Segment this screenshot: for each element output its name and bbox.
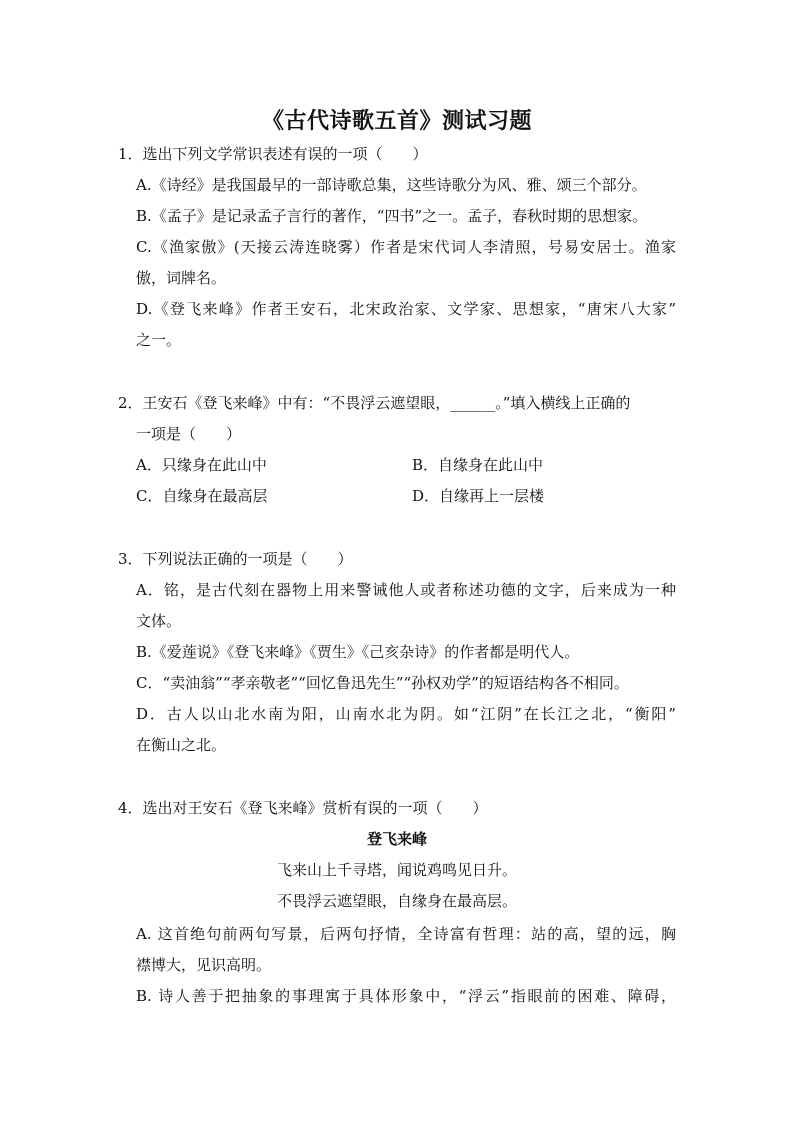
q4-option-a-line2: 襟博大，见识高明。 [136,956,272,974]
q2-stem-line1: 2．王安石《登飞来峰》中有：“不畏浮云遮望眼，______。”填入横线上正确的 [118,394,631,412]
poem-title: 登飞来峰 [366,830,427,848]
q3-option-a-line1: A．铭，是古代刻在器物上用来警诫他人或者称述功德的文字，后来成为一种 [136,581,676,599]
q1-stem: 1．选出下列文学常识表述有误的一项（ ） [118,145,428,163]
q2-stem-line2: 一项是（ ） [136,425,242,443]
q4-option-b-line1: B. 诗人善于把抽象的事理寓于具体形象中，“浮云”指眼前的困难、障碍， [136,987,676,1005]
poem-line-2: 不畏浮云遮望眼，自缘身在最高层。 [276,892,517,910]
q3-stem: 3．下列说法正确的一项是（ ） [118,550,353,568]
q1-option-d-line2: 之一。 [136,331,182,349]
q4-option-a-line1: A. 这首绝句前两句写景，后两句抒情，全诗富有哲理：站的高，望的远，胸 [136,925,676,943]
q4-stem: 4．选出对王安石《登飞来峰》赏析有误的一项（ ） [118,799,488,817]
q3-option-d-line1: D．古人以山北水南为阳，山南水北为阴。如“江阴”在长江之北，“衡阳” [136,705,676,723]
poem-line-1: 飞来山上千寻塔，闻说鸡鸣见日升。 [276,861,517,879]
q3-option-b: B.《爱莲说》《登飞来峰》《贾生》《己亥杂诗》的作者都是明代人。 [136,643,580,661]
q1-option-a: A.《诗经》是我国最早的一部诗歌总集，这些诗歌分为风、雅、颂三个部分。 [136,176,647,194]
q1-option-c-line1: C.《渔家傲》(天接云涛连晓雾）作者是宋代词人李清照，号易安居士。渔家 [136,238,676,256]
q2-option-a: A．只缘身在此山中 [136,456,267,474]
q2-option-b: B．自缘身在此山中 [412,456,544,474]
q3-option-c: C．“卖油翁”“孝亲敬老”“回忆鲁迅先生”“孙权劝学”的短语结构各不相同。 [136,674,629,692]
q2-option-c: C．自缘身在最高层 [136,487,268,505]
page-title: 《古代诗歌五首》测试习题 [261,108,532,134]
q3-option-a-line2: 文体。 [136,612,182,630]
q1-option-c-line2: 傲，词牌名。 [136,269,227,287]
q2-option-d: D．自缘再上一层楼 [412,487,545,505]
q3-option-d-line2: 在衡山之北。 [136,736,227,754]
q1-option-d-line1: D.《登飞来峰》作者王安石，北宋政治家、文学家、思想家，“唐宋八大家” [136,300,676,318]
q1-option-b: B.《孟子》是记录孟子言行的著作，“四书”之一。孟子，春秋时期的思想家。 [136,207,648,225]
